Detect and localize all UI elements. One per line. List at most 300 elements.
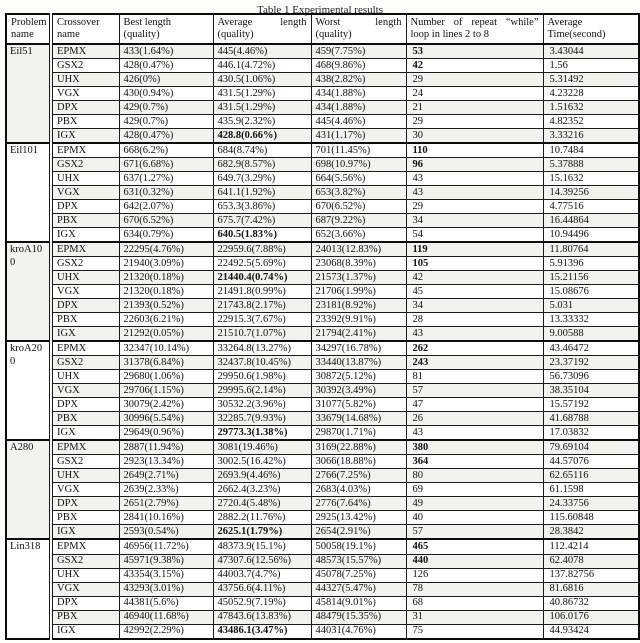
col-header-average-length: Average length (quality) [213, 14, 311, 44]
crossover-name-cell: GSX2 [51, 59, 119, 73]
col-header-worst-length: Worst length (quality) [311, 14, 406, 44]
table-row [6, 271, 639, 285]
worst-length-cell: 701(11.45%) [311, 143, 406, 158]
worst-length-cell: 438(2.82%) [311, 73, 406, 87]
loop-count-cell: 96 [406, 158, 543, 172]
worst-length-cell: 31077(5.82%) [311, 398, 406, 412]
average-length-cell: 22492.5(5.69%) [213, 257, 311, 271]
crossover-name-cell: PBX [51, 313, 119, 327]
crossover-name-cell: EPMX [51, 44, 119, 59]
crossover-name-cell: EPMX [51, 440, 119, 455]
table-caption [0, 0, 640, 16]
col-header-average-time: Average Time(second) [543, 14, 639, 44]
table-row [6, 285, 639, 299]
problem-name-cell: Eil101 [6, 143, 51, 242]
loop-count-cell: 105 [406, 257, 543, 271]
best-length-cell: 668(6.2%) [119, 143, 213, 158]
worst-length-cell: 44031(4.76%) [311, 624, 406, 639]
average-length-cell: 3002.5(16.42%) [213, 455, 311, 469]
average-time-cell: 4.23228 [543, 87, 639, 101]
average-length-cell: 435.9(2.32%) [213, 115, 311, 129]
best-length-cell: 45971(9.38%) [119, 554, 213, 568]
worst-length-cell: 21794(2.41%) [311, 327, 406, 342]
average-length-cell: 682.9(8.57%) [213, 158, 311, 172]
crossover-name-cell: VGX [51, 87, 119, 101]
crossover-name-cell: UHX [51, 469, 119, 483]
table-row [6, 257, 639, 271]
loop-count-cell: 21 [406, 101, 543, 115]
loop-count-cell: 43 [406, 186, 543, 200]
experimental-results-table [5, 13, 640, 640]
worst-length-cell: 33679(14.68%) [311, 412, 406, 426]
loop-count-cell: 440 [406, 554, 543, 568]
loop-count-cell: 80 [406, 469, 543, 483]
worst-length-cell: 33440(13.87%) [311, 356, 406, 370]
table-row [6, 554, 639, 568]
best-length-cell: 42992(2.29%) [119, 624, 213, 639]
worst-length-cell: 23392(9.91%) [311, 313, 406, 327]
table-row [6, 370, 639, 384]
worst-length-cell: 2776(7.64%) [311, 497, 406, 511]
best-length-cell: 21320(0.18%) [119, 285, 213, 299]
average-time-cell: 5.31492 [543, 73, 639, 87]
col-header-crossover-name: Crossover name [51, 14, 119, 44]
crossover-name-cell: IGX [51, 327, 119, 342]
worst-length-cell: 21573(1.37%) [311, 271, 406, 285]
loop-count-cell: 40 [406, 511, 543, 525]
problem-name-cell: kroA100 [6, 242, 51, 341]
best-length-cell: 671(6.68%) [119, 158, 213, 172]
crossover-name-cell: UHX [51, 271, 119, 285]
loop-count-cell: 57 [406, 525, 543, 540]
best-length-cell: 2593(0.54%) [119, 525, 213, 540]
table-row [6, 568, 639, 582]
crossover-name-cell: GSX2 [51, 455, 119, 469]
table-row [6, 384, 639, 398]
crossover-name-cell: DPX [51, 398, 119, 412]
crossover-name-cell: GSX2 [51, 356, 119, 370]
average-length-cell: 428.8(0.66%) [213, 129, 311, 144]
worst-length-cell: 459(7.75%) [311, 44, 406, 59]
average-time-cell: 106.0176 [543, 610, 639, 624]
average-length-cell: 45052.9(7.19%) [213, 596, 311, 610]
table-row [6, 158, 639, 172]
crossover-name-cell: DPX [51, 299, 119, 313]
average-time-cell: 112.4214 [543, 539, 639, 554]
worst-length-cell: 431(1.17%) [311, 129, 406, 144]
average-time-cell: 40.86732 [543, 596, 639, 610]
best-length-cell: 428(0.47%) [119, 59, 213, 73]
average-length-cell: 445(4.46%) [213, 44, 311, 59]
crossover-name-cell: EPMX [51, 143, 119, 158]
average-length-cell: 22915.3(7.67%) [213, 313, 311, 327]
best-length-cell: 670(6.52%) [119, 214, 213, 228]
table-row [6, 59, 639, 73]
loop-count-cell: 49 [406, 497, 543, 511]
table-row [6, 483, 639, 497]
worst-length-cell: 664(5.56%) [311, 172, 406, 186]
worst-length-cell: 2683(4.03%) [311, 483, 406, 497]
loop-count-cell: 31 [406, 610, 543, 624]
average-time-cell: 79.69104 [543, 440, 639, 455]
loop-count-cell: 47 [406, 398, 543, 412]
average-length-cell: 29950.6(1.98%) [213, 370, 311, 384]
average-length-cell: 30532.2(3.96%) [213, 398, 311, 412]
table-row [6, 455, 639, 469]
worst-length-cell: 29870(1.71%) [311, 426, 406, 441]
best-length-cell: 29680(1.06%) [119, 370, 213, 384]
loop-count-cell: 29 [406, 73, 543, 87]
best-length-cell: 21320(0.18%) [119, 271, 213, 285]
table-row [6, 44, 639, 59]
average-length-cell: 44003.7(4.7%) [213, 568, 311, 582]
table-row [6, 497, 639, 511]
average-time-cell: 16.44864 [543, 214, 639, 228]
average-length-cell: 21491.8(0.99%) [213, 285, 311, 299]
worst-length-cell: 45814(9.01%) [311, 596, 406, 610]
table-row [6, 469, 639, 483]
average-time-cell: 43.46472 [543, 341, 639, 356]
table-row [6, 327, 639, 342]
average-time-cell: 5.91396 [543, 257, 639, 271]
loop-count-cell: 364 [406, 455, 543, 469]
worst-length-cell: 698(10.97%) [311, 158, 406, 172]
average-time-cell: 15.1632 [543, 172, 639, 186]
loop-count-cell: 75 [406, 624, 543, 639]
average-time-cell: 13.33332 [543, 313, 639, 327]
col-header-loop-count: Number of repeat “while” loop in lines 2 to 8 [406, 14, 543, 44]
worst-length-cell: 2766(7.25%) [311, 469, 406, 483]
average-time-cell: 10.94496 [543, 228, 639, 243]
worst-length-cell: 687(9.22%) [311, 214, 406, 228]
worst-length-cell: 670(6.52%) [311, 200, 406, 214]
average-time-cell: 10.7484 [543, 143, 639, 158]
best-length-cell: 32347(10.14%) [119, 341, 213, 356]
worst-length-cell: 48573(15.57%) [311, 554, 406, 568]
average-length-cell: 641.1(1.92%) [213, 186, 311, 200]
loop-count-cell: 34 [406, 299, 543, 313]
loop-count-cell: 465 [406, 539, 543, 554]
average-length-cell: 47307.6(12.56%) [213, 554, 311, 568]
average-time-cell: 41.68788 [543, 412, 639, 426]
worst-length-cell: 652(3.66%) [311, 228, 406, 243]
average-length-cell: 430.5(1.06%) [213, 73, 311, 87]
loop-count-cell: 34 [406, 214, 543, 228]
loop-count-cell: 42 [406, 271, 543, 285]
table-row [6, 129, 639, 144]
crossover-name-cell: DPX [51, 497, 119, 511]
table-row [6, 299, 639, 313]
crossover-name-cell: VGX [51, 384, 119, 398]
average-time-cell: 81.6816 [543, 582, 639, 596]
average-time-cell: 24.33756 [543, 497, 639, 511]
loop-count-cell: 29 [406, 115, 543, 129]
best-length-cell: 29649(0.96%) [119, 426, 213, 441]
table-row [6, 214, 639, 228]
average-time-cell: 4.82352 [543, 115, 639, 129]
average-time-cell: 15.08676 [543, 285, 639, 299]
average-length-cell: 32285.7(9.93%) [213, 412, 311, 426]
worst-length-cell: 44327(5.47%) [311, 582, 406, 596]
loop-count-cell: 57 [406, 384, 543, 398]
average-length-cell: 47843.6(13.83%) [213, 610, 311, 624]
table-row [6, 610, 639, 624]
best-length-cell: 429(0.7%) [119, 115, 213, 129]
best-length-cell: 43354(3.15%) [119, 568, 213, 582]
loop-count-cell: 126 [406, 568, 543, 582]
problem-name-cell: kroA200 [6, 341, 51, 440]
crossover-name-cell: VGX [51, 285, 119, 299]
worst-length-cell: 45078(7.25%) [311, 568, 406, 582]
crossover-name-cell: UHX [51, 172, 119, 186]
average-time-cell: 28.3842 [543, 525, 639, 540]
crossover-name-cell: UHX [51, 370, 119, 384]
table-row [6, 101, 639, 115]
table-row [6, 242, 639, 257]
table-row [6, 172, 639, 186]
loop-count-cell: 28 [406, 313, 543, 327]
average-time-cell: 115.60848 [543, 511, 639, 525]
average-time-cell: 3.33216 [543, 129, 639, 144]
crossover-name-cell: PBX [51, 115, 119, 129]
loop-count-cell: 81 [406, 370, 543, 384]
worst-length-cell: 653(3.82%) [311, 186, 406, 200]
worst-length-cell: 24013(12.83%) [311, 242, 406, 257]
worst-length-cell: 34297(16.78%) [311, 341, 406, 356]
average-length-cell: 431.5(1.29%) [213, 87, 311, 101]
loop-count-cell: 29 [406, 200, 543, 214]
crossover-name-cell: GSX2 [51, 158, 119, 172]
table-row [6, 596, 639, 610]
worst-length-cell: 2654(2.91%) [311, 525, 406, 540]
best-length-cell: 2923(13.34%) [119, 455, 213, 469]
worst-length-cell: 23181(8.92%) [311, 299, 406, 313]
crossover-name-cell: EPMX [51, 341, 119, 356]
average-time-cell: 9.00588 [543, 327, 639, 342]
crossover-name-cell: DPX [51, 101, 119, 115]
loop-count-cell: 42 [406, 59, 543, 73]
crossover-name-cell: GSX2 [51, 257, 119, 271]
worst-length-cell: 21706(1.99%) [311, 285, 406, 299]
best-length-cell: 46956(11.72%) [119, 539, 213, 554]
table-caption-text: Table 1 Experimental results [257, 4, 383, 16]
average-length-cell: 640.5(1.83%) [213, 228, 311, 243]
average-length-cell: 446.1(4.72%) [213, 59, 311, 73]
worst-length-cell: 445(4.46%) [311, 115, 406, 129]
average-time-cell: 17.03832 [543, 426, 639, 441]
problem-name-cell: A280 [6, 440, 51, 539]
average-time-cell: 5.37888 [543, 158, 639, 172]
average-time-cell: 61.1598 [543, 483, 639, 497]
loop-count-cell: 262 [406, 341, 543, 356]
average-length-cell: 684(8.74%) [213, 143, 311, 158]
worst-length-cell: 3169(22.88%) [311, 440, 406, 455]
best-length-cell: 44381(5.6%) [119, 596, 213, 610]
crossover-name-cell: PBX [51, 412, 119, 426]
crossover-name-cell: IGX [51, 624, 119, 639]
average-length-cell: 653.3(3.86%) [213, 200, 311, 214]
average-time-cell: 44.57076 [543, 455, 639, 469]
best-length-cell: 30079(2.42%) [119, 398, 213, 412]
loop-count-cell: 243 [406, 356, 543, 370]
table-row [6, 143, 639, 158]
best-length-cell: 634(0.79%) [119, 228, 213, 243]
crossover-name-cell: EPMX [51, 539, 119, 554]
average-length-cell: 675.7(7.42%) [213, 214, 311, 228]
best-length-cell: 31378(6.84%) [119, 356, 213, 370]
average-length-cell: 22959.6(7.88%) [213, 242, 311, 257]
best-length-cell: 29706(1.15%) [119, 384, 213, 398]
best-length-cell: 2887(11.94%) [119, 440, 213, 455]
table-row [6, 440, 639, 455]
worst-length-cell: 434(1.88%) [311, 101, 406, 115]
table-row [6, 426, 639, 441]
average-length-cell: 32437.8(10.45%) [213, 356, 311, 370]
crossover-name-cell: VGX [51, 582, 119, 596]
table-row [6, 525, 639, 540]
loop-count-cell: 69 [406, 483, 543, 497]
average-time-cell: 62.65116 [543, 469, 639, 483]
average-length-cell: 2693.9(4.46%) [213, 469, 311, 483]
crossover-name-cell: GSX2 [51, 554, 119, 568]
loop-count-cell: 78 [406, 582, 543, 596]
crossover-name-cell: VGX [51, 186, 119, 200]
worst-length-cell: 30872(5.12%) [311, 370, 406, 384]
average-length-cell: 2625.1(1.79%) [213, 525, 311, 540]
table-row [6, 73, 639, 87]
worst-length-cell: 3066(18.88%) [311, 455, 406, 469]
table-row [6, 412, 639, 426]
average-time-cell: 44.93424 [543, 624, 639, 639]
col-header-best-length: Best length (quality) [119, 14, 213, 44]
problem-name-cell: Lin318 [6, 539, 51, 639]
best-length-cell: 46940(11.68%) [119, 610, 213, 624]
average-length-cell: 29773.3(1.38%) [213, 426, 311, 441]
table-row [6, 582, 639, 596]
average-length-cell: 2720.4(5.48%) [213, 497, 311, 511]
table-row [6, 539, 639, 554]
average-time-cell: 3.43044 [543, 44, 639, 59]
table-row [6, 228, 639, 243]
best-length-cell: 631(0.32%) [119, 186, 213, 200]
best-length-cell: 21292(0.05%) [119, 327, 213, 342]
crossover-name-cell: DPX [51, 200, 119, 214]
average-time-cell: 11.80764 [543, 242, 639, 257]
table-row [6, 624, 639, 639]
worst-length-cell: 50058(19.1%) [311, 539, 406, 554]
average-length-cell: 431.5(1.29%) [213, 101, 311, 115]
average-time-cell: 23.37192 [543, 356, 639, 370]
average-time-cell: 14.39256 [543, 186, 639, 200]
crossover-name-cell: PBX [51, 214, 119, 228]
average-time-cell: 15.21156 [543, 271, 639, 285]
col-header-problem-name: Problem name [6, 14, 51, 44]
average-length-cell: 649.7(3.29%) [213, 172, 311, 186]
crossover-name-cell: IGX [51, 525, 119, 540]
average-time-cell: 4.77516 [543, 200, 639, 214]
best-length-cell: 43293(3.01%) [119, 582, 213, 596]
average-time-cell: 1.51632 [543, 101, 639, 115]
table-row [6, 200, 639, 214]
table-row [6, 115, 639, 129]
worst-length-cell: 2925(13.42%) [311, 511, 406, 525]
table-header [6, 14, 639, 44]
average-length-cell: 43756.6(4.11%) [213, 582, 311, 596]
average-length-cell: 21510.7(1.07%) [213, 327, 311, 342]
loop-count-cell: 54 [406, 228, 543, 243]
loop-count-cell: 26 [406, 412, 543, 426]
best-length-cell: 2639(2.33%) [119, 483, 213, 497]
best-length-cell: 22295(4.76%) [119, 242, 213, 257]
best-length-cell: 2649(2.71%) [119, 469, 213, 483]
average-length-cell: 3081(19.46%) [213, 440, 311, 455]
best-length-cell: 2651(2.79%) [119, 497, 213, 511]
average-length-cell: 43486.1(3.47%) [213, 624, 311, 639]
header-row [6, 14, 639, 44]
average-length-cell: 48373.9(15.1%) [213, 539, 311, 554]
table-row [6, 398, 639, 412]
average-time-cell: 56.73096 [543, 370, 639, 384]
crossover-name-cell: PBX [51, 610, 119, 624]
best-length-cell: 22603(6.21%) [119, 313, 213, 327]
worst-length-cell: 30392(3.49%) [311, 384, 406, 398]
loop-count-cell: 43 [406, 172, 543, 186]
average-time-cell: 1.56 [543, 59, 639, 73]
crossover-name-cell: EPMX [51, 242, 119, 257]
loop-count-cell: 30 [406, 129, 543, 144]
average-time-cell: 137.82756 [543, 568, 639, 582]
average-time-cell: 62.4078 [543, 554, 639, 568]
crossover-name-cell: UHX [51, 73, 119, 87]
crossover-name-cell: VGX [51, 483, 119, 497]
average-length-cell: 21440.4(0.74%) [213, 271, 311, 285]
average-length-cell: 2662.4(3.23%) [213, 483, 311, 497]
crossover-name-cell: UHX [51, 568, 119, 582]
table-row [6, 511, 639, 525]
best-length-cell: 21393(0.52%) [119, 299, 213, 313]
best-length-cell: 30996(5.54%) [119, 412, 213, 426]
table-row [6, 313, 639, 327]
worst-length-cell: 48479(15.35%) [311, 610, 406, 624]
loop-count-cell: 68 [406, 596, 543, 610]
worst-length-cell: 468(9.86%) [311, 59, 406, 73]
best-length-cell: 433(1.64%) [119, 44, 213, 59]
worst-length-cell: 23068(8.39%) [311, 257, 406, 271]
average-length-cell: 29995.6(2.14%) [213, 384, 311, 398]
table-row [6, 341, 639, 356]
crossover-name-cell: IGX [51, 426, 119, 441]
best-length-cell: 426(0%) [119, 73, 213, 87]
loop-count-cell: 43 [406, 426, 543, 441]
crossover-name-cell: DPX [51, 596, 119, 610]
loop-count-cell: 24 [406, 87, 543, 101]
best-length-cell: 428(0.47%) [119, 129, 213, 144]
results-tbody [6, 44, 639, 639]
loop-count-cell: 380 [406, 440, 543, 455]
table-row [6, 186, 639, 200]
average-length-cell: 2882.2(11.76%) [213, 511, 311, 525]
crossover-name-cell: PBX [51, 511, 119, 525]
loop-count-cell: 119 [406, 242, 543, 257]
average-time-cell: 15.57192 [543, 398, 639, 412]
loop-count-cell: 43 [406, 327, 543, 342]
table-row [6, 356, 639, 370]
crossover-name-cell: IGX [51, 129, 119, 144]
best-length-cell: 21940(3.09%) [119, 257, 213, 271]
crossover-name-cell: IGX [51, 228, 119, 243]
average-time-cell: 38.35104 [543, 384, 639, 398]
problem-name-cell: Eil51 [6, 44, 51, 143]
